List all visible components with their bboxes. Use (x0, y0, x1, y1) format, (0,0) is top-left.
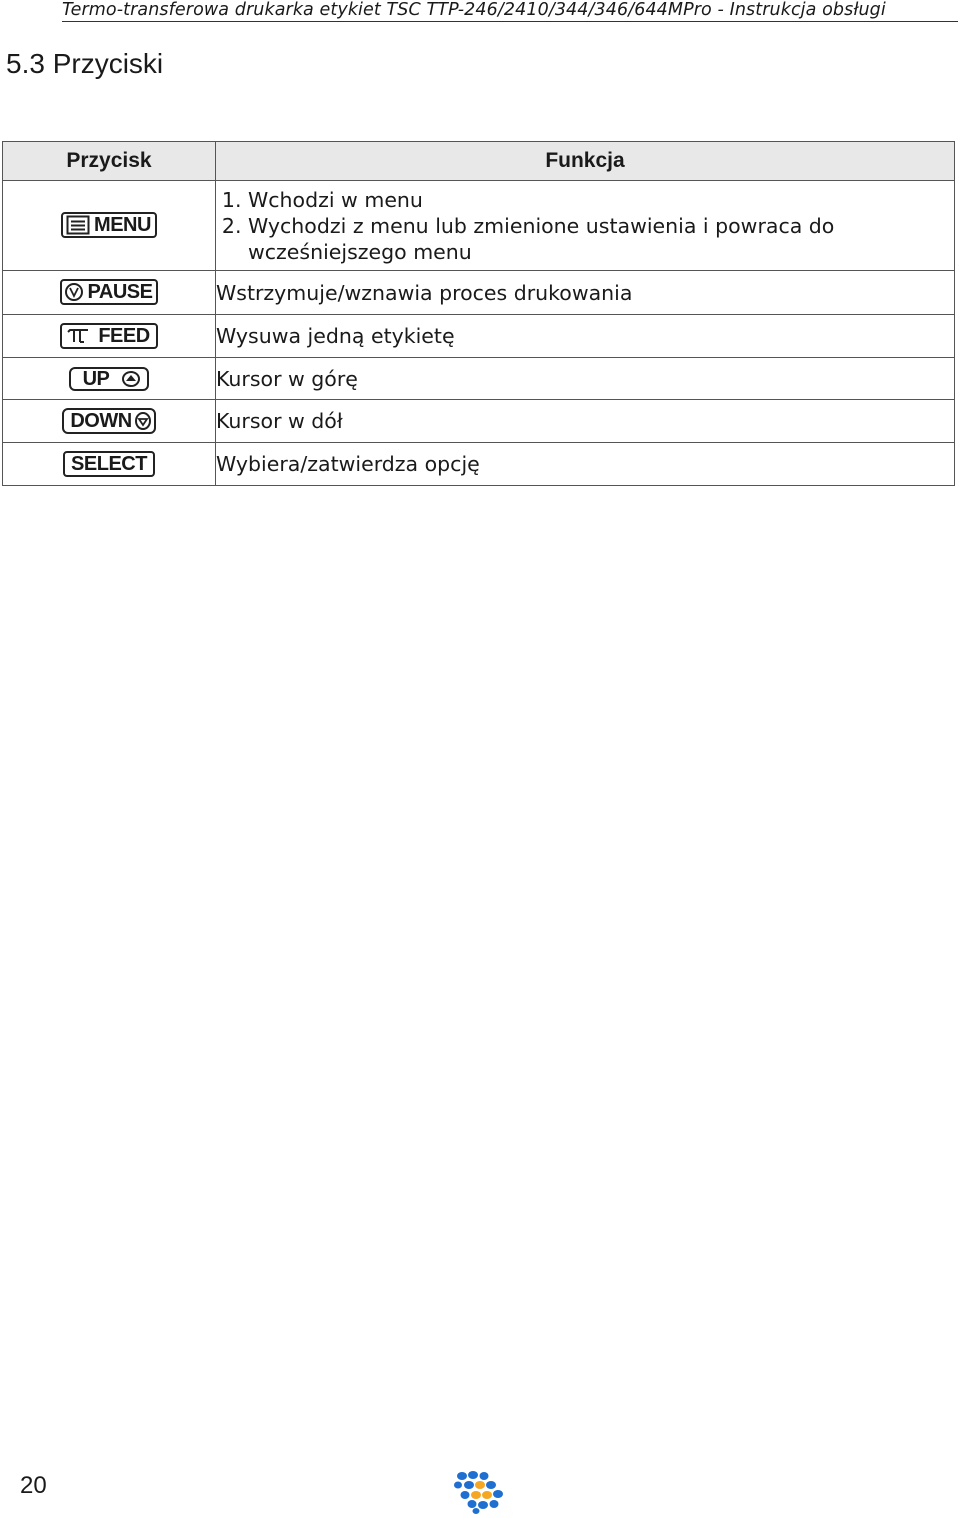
pause-key-label: PAUSE (87, 281, 153, 303)
column-header-button: Przycisk (3, 142, 216, 181)
function-cell: Wybiera/zatwierdza opcję (216, 443, 955, 486)
header-rule (62, 21, 958, 22)
table-row-down (3, 400, 955, 443)
feed-key-label: FEED (98, 324, 150, 347)
function-cell: Kursor w dół (216, 400, 955, 443)
menu-key (61, 212, 157, 238)
menu-step-2: 2. Wychodzi z menu lub zmienione ustawienia i powraca do wcześniejszego menu (248, 213, 928, 265)
column-header-function: Funkcja (216, 142, 955, 181)
table-row-up (3, 358, 955, 400)
function-cell: Wstrzymuje/wznawia proces drukowania (216, 271, 955, 315)
section-title: 5.3 Przyciski (6, 48, 164, 79)
menu-function-steps (220, 187, 954, 265)
page-number: 20 (20, 1472, 47, 1499)
table-row-select (3, 443, 955, 486)
feed-key (60, 323, 157, 349)
key-cell (3, 400, 216, 443)
table-row-pause (3, 271, 955, 315)
key-cell (3, 271, 216, 315)
select-key (63, 451, 155, 477)
up-key (69, 367, 150, 391)
select-key-label: SELECT (71, 453, 147, 475)
key-cell (3, 443, 216, 486)
table-row-menu (3, 181, 955, 271)
function-cell: Wysuwa jedną etykietę (216, 315, 955, 358)
pause-key (60, 279, 159, 305)
down-arrow-circle-icon (134, 411, 152, 431)
function-cell (216, 181, 955, 271)
up-key-label: UP (82, 367, 110, 390)
table-row-feed (3, 315, 955, 358)
running-header: Termo-transferowa drukarka etykiet TSC TTP-246/2410/344/346/644MPro - Instrukcja obsługi (62, 0, 886, 20)
key-cell (3, 315, 216, 358)
menu-key-label: MENU (94, 214, 151, 236)
table-header-row (3, 142, 955, 181)
down-key-label: DOWN (70, 410, 132, 432)
up-arrow-circle-icon (121, 370, 141, 388)
pause-circle-icon (64, 282, 84, 302)
down-key (62, 408, 155, 434)
tsc-logo-icon (454, 1470, 506, 1514)
buttons-table (2, 141, 955, 486)
menu-step-1: 1. Wchodzi w menu (248, 187, 954, 213)
key-cell (3, 181, 216, 271)
function-cell: Kursor w górę (216, 358, 955, 400)
feed-paper-icon (66, 326, 90, 346)
menu-list-icon (66, 215, 90, 235)
key-cell (3, 358, 216, 400)
